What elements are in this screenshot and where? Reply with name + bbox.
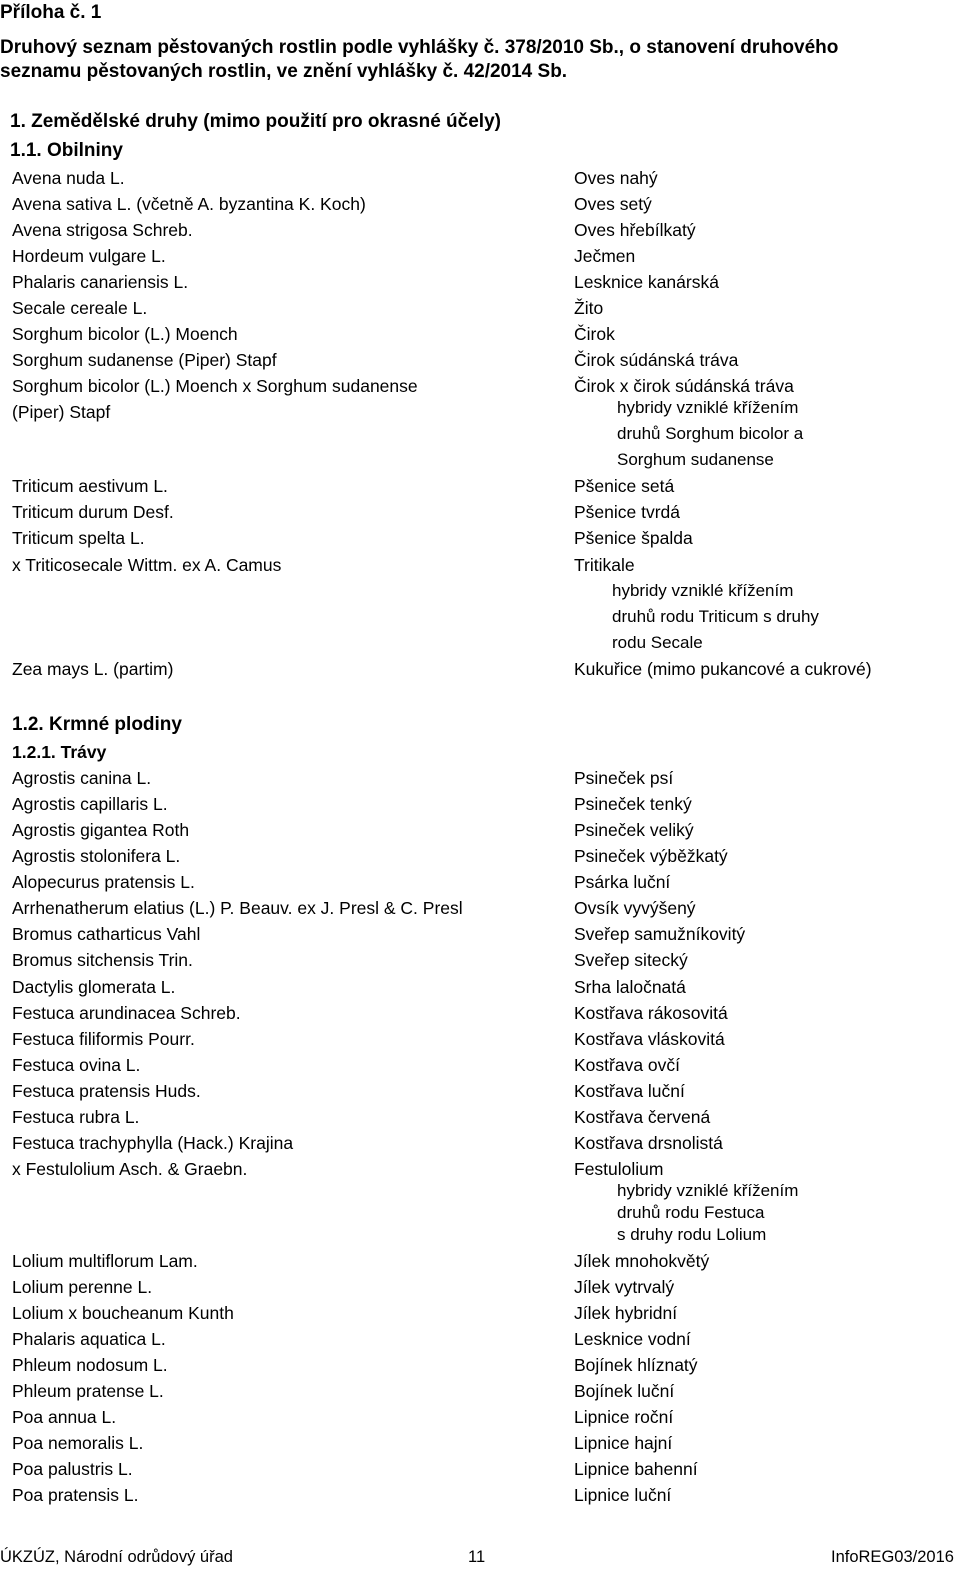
- document-title-line-2: seznamu pěstovaných rostlin, ve znění vyhlášky č. 42/2014 Sb.: [0, 61, 568, 82]
- latin-name: Sorghum bicolor (L.) Moench: [12, 324, 238, 344]
- czech-name: Čirok x čirok súdánská tráva: [574, 376, 794, 396]
- hybrid-note-line: s druhy rodu Lolium: [617, 1225, 767, 1244]
- hybrid-note-line: hybridy vzniklé křížením: [612, 581, 794, 600]
- czech-name: Ječmen: [574, 246, 636, 266]
- czech-name: Psineček psí: [574, 768, 674, 788]
- czech-name: Jílek hybridní: [574, 1303, 678, 1323]
- hybrid-note-line: hybridy vzniklé křížením: [617, 398, 799, 417]
- czech-name: Oves nahý: [574, 168, 658, 188]
- latin-name: x Triticosecale Wittm. ex A. Camus: [12, 555, 282, 575]
- footer-organization: ÚKZÚZ, Národní odrůdový úřad: [0, 1548, 233, 1566]
- czech-name: Ovsík vyvýšený: [574, 898, 696, 918]
- latin-name: Festuca rubra L.: [12, 1107, 140, 1127]
- latin-name: Poa palustris L.: [12, 1459, 133, 1479]
- hybrid-note-line: Sorghum sudanense: [617, 450, 774, 469]
- czech-name: Lipnice luční: [574, 1485, 672, 1505]
- latin-name: Phleum pratense L.: [12, 1381, 164, 1401]
- latin-name: Agrostis capillaris L.: [12, 794, 168, 814]
- latin-name: Lolium multiflorum Lam.: [12, 1251, 198, 1271]
- latin-name: Phleum nodosum L.: [12, 1355, 168, 1375]
- latin-name: Triticum spelta L.: [12, 528, 145, 548]
- czech-name: Pšenice setá: [574, 476, 675, 496]
- latin-name: Lolium x boucheanum Kunth: [12, 1303, 234, 1323]
- czech-name: Kostřava ovčí: [574, 1055, 681, 1075]
- latin-name: Agrostis stolonifera L.: [12, 846, 181, 866]
- latin-name: Festuca pratensis Huds.: [12, 1081, 201, 1101]
- czech-name: Kostřava červená: [574, 1107, 711, 1127]
- hybrid-note-line: druhů rodu Triticum s druhy: [612, 607, 819, 626]
- section-heading-1-1: 1.1. Obilniny: [10, 140, 123, 161]
- latin-name: Festuca arundinacea Schreb.: [12, 1003, 241, 1023]
- latin-name: Bromus sitchensis Trin.: [12, 950, 193, 970]
- czech-name: Pšenice špalda: [574, 528, 693, 548]
- latin-name: Avena nuda L.: [12, 168, 125, 188]
- latin-name: Phalaris aquatica L.: [12, 1329, 166, 1349]
- latin-name: Secale cereale L.: [12, 298, 148, 318]
- latin-name: x Festulolium Asch. & Graebn.: [12, 1159, 248, 1179]
- czech-name: Lipnice bahenní: [574, 1459, 698, 1479]
- latin-name: Festuca trachyphylla (Hack.) Krajina: [12, 1133, 294, 1153]
- hybrid-note-line: druhů Sorghum bicolor a: [617, 424, 804, 443]
- czech-name: Lesknice vodní: [574, 1329, 691, 1349]
- latin-name: Avena sativa L. (včetně A. byzantina K. Koch): [12, 194, 366, 214]
- latin-name-continuation: (Piper) Stapf: [12, 402, 111, 422]
- latin-name: Poa nemoralis L.: [12, 1433, 144, 1453]
- latin-name: Alopecurus pratensis L.: [12, 872, 195, 892]
- czech-name: Psárka luční: [574, 872, 671, 892]
- latin-name: Triticum durum Desf.: [12, 502, 174, 522]
- latin-name: Bromus catharticus Vahl: [12, 924, 201, 944]
- czech-name: Festulolium: [574, 1159, 664, 1179]
- latin-name: Poa annua L.: [12, 1407, 117, 1427]
- latin-name: Lolium perenne L.: [12, 1277, 153, 1297]
- czech-name: Oves hřebílkatý: [574, 220, 696, 240]
- document-title-line-1: Druhový seznam pěstovaných rostlin podle vyhlášky č. 378/2010 Sb., o stanovení druhového: [0, 37, 839, 58]
- czech-name: Lesknice kanárská: [574, 272, 719, 292]
- section-heading-1-2: 1.2. Krmné plodiny: [12, 714, 182, 735]
- latin-name: Triticum aestivum L.: [12, 476, 168, 496]
- czech-name: Kostřava drsnolistá: [574, 1133, 723, 1153]
- latin-name: Sorghum bicolor (L.) Moench x Sorghum sudanense: [12, 376, 418, 396]
- latin-name: Festuca filiformis Pourr.: [12, 1029, 195, 1049]
- czech-name: Srha laločnatá: [574, 977, 686, 997]
- latin-name: Zea mays L. (partim): [12, 659, 174, 679]
- czech-name: Sveřep samužníkovitý: [574, 924, 746, 944]
- latin-name: Avena strigosa Schreb.: [12, 220, 193, 240]
- czech-name: Kostřava rákosovitá: [574, 1003, 728, 1023]
- hybrid-note-line: hybridy vzniklé křížením: [617, 1181, 799, 1200]
- czech-name: Jílek mnohokvětý: [574, 1251, 710, 1271]
- latin-name: Dactylis glomerata L.: [12, 977, 176, 997]
- czech-name: Lipnice roční: [574, 1407, 674, 1427]
- czech-name: Oves setý: [574, 194, 652, 214]
- czech-name: Psineček výběžkatý: [574, 846, 728, 866]
- czech-name: Čirok: [574, 324, 615, 344]
- czech-name: Bojínek luční: [574, 1381, 675, 1401]
- hybrid-note-line: druhů rodu Festuca: [617, 1203, 765, 1222]
- latin-name: Festuca ovina L.: [12, 1055, 141, 1075]
- appendix-label: Příloha č. 1: [0, 2, 102, 23]
- hybrid-note-line: rodu Secale: [612, 633, 703, 652]
- section-heading-1: 1. Zemědělské druhy (mimo použití pro okrasné účely): [10, 111, 501, 132]
- footer-document-id: InfoREG03/2016: [831, 1548, 954, 1566]
- latin-name: Agrostis canina L.: [12, 768, 152, 788]
- latin-name: Agrostis gigantea Roth: [12, 820, 190, 840]
- czech-name: Žito: [574, 298, 604, 318]
- page-number: 11: [468, 1548, 486, 1566]
- czech-name: Kostřava luční: [574, 1081, 685, 1101]
- czech-name: Kostřava vláskovitá: [574, 1029, 725, 1049]
- czech-name: Čirok súdánská tráva: [574, 350, 739, 370]
- section-heading-1-2-1: 1.2.1. Trávy: [12, 742, 107, 762]
- czech-name: Sveřep sitecký: [574, 950, 688, 970]
- latin-name: Sorghum sudanense (Piper) Stapf: [12, 350, 277, 370]
- czech-name: Jílek vytrvalý: [574, 1277, 675, 1297]
- czech-name: Kukuřice (mimo pukancové a cukrové): [574, 659, 872, 679]
- latin-name: Poa pratensis L.: [12, 1485, 139, 1505]
- czech-name: Psineček veliký: [574, 820, 694, 840]
- czech-name: Pšenice tvrdá: [574, 502, 681, 522]
- latin-name: Hordeum vulgare L.: [12, 246, 166, 266]
- czech-name: Tritikale: [574, 555, 635, 575]
- czech-name: Lipnice hajní: [574, 1433, 673, 1453]
- czech-name: Bojínek hlíznatý: [574, 1355, 698, 1375]
- czech-name: Psineček tenký: [574, 794, 692, 814]
- latin-name: Arrhenatherum elatius (L.) P. Beauv. ex J. Presl & C. Presl: [12, 898, 463, 918]
- latin-name: Phalaris canariensis L.: [12, 272, 189, 292]
